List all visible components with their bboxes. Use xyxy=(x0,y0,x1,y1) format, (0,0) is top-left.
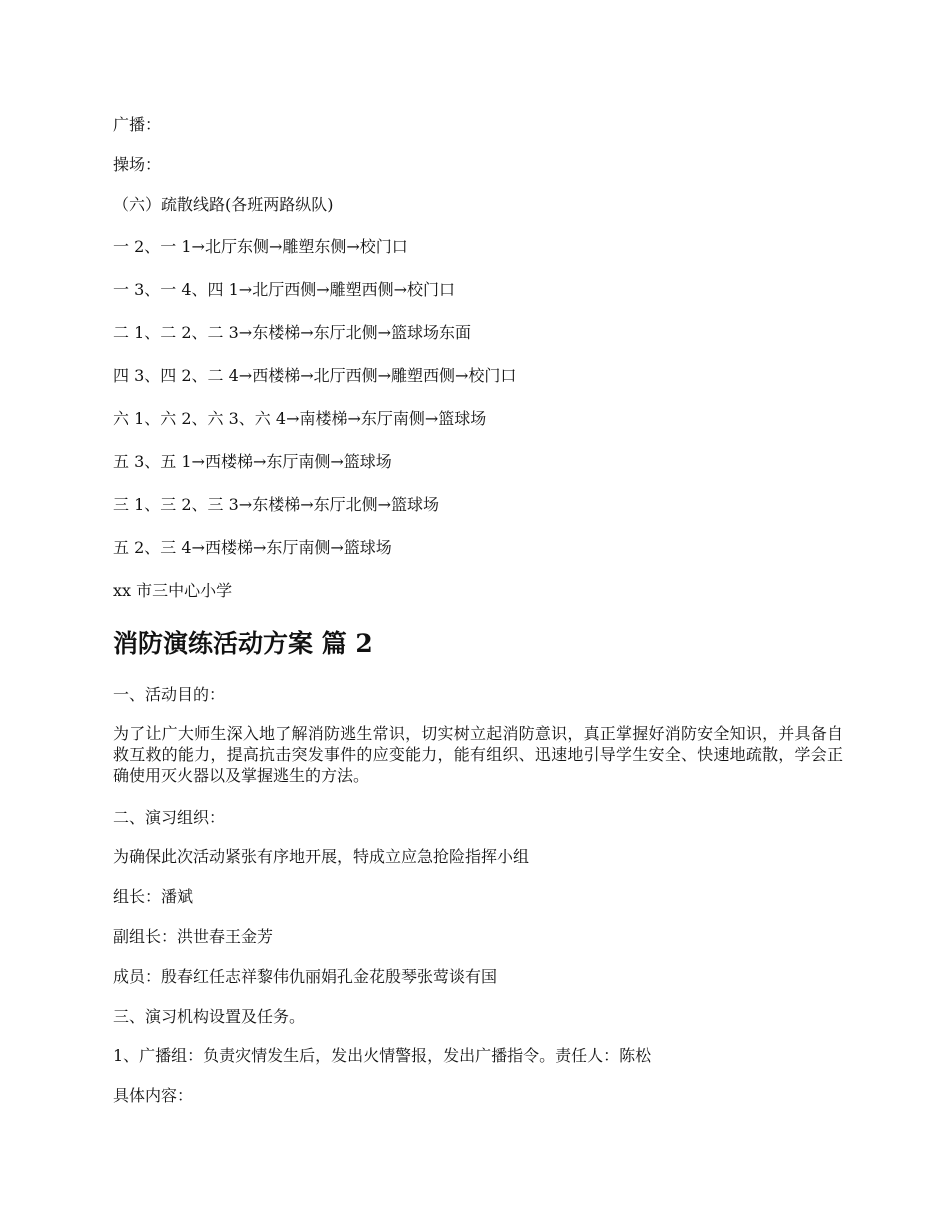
text-paragraph-purpose: 为了让广大师生深入地了解消防逃生常识，切实树立起消防意识，真正掌握好消防安全知识，并具备自救互救的能力，提高抗击突发事件的应变能力，能有组织、迅速地引导学生安全、快速地疏散，学会正确使用灭火器以及掌握逃生的方法。 xyxy=(113,724,843,785)
text-line: 为确保此次活动紧张有序地开展，特成立应急抢险指挥小组 xyxy=(113,847,530,866)
text-line-route: 一 3、一 4、四 1→北厅西侧→雕塑西侧→校门口 xyxy=(113,280,456,299)
text-line-route: 三 1、三 2、三 3→东楼梯→东厅北侧→篮球场 xyxy=(113,495,440,514)
text-line-playground: 操场： xyxy=(113,155,162,174)
text-line-route: 六 1、六 2、六 3、六 4→南楼梯→东厅南侧→篮球场 xyxy=(113,409,487,428)
text-line-deputy-leader: 副组长：洪世春王金芳 xyxy=(113,927,274,946)
section-heading: 消防演练活动方案 篇 2 xyxy=(113,629,373,658)
text-line-leader: 组长：潘斌 xyxy=(113,887,194,906)
text-line-school-name: xx 市三中心小学 xyxy=(113,581,233,600)
text-line-structure-title: 三、演习机构设置及任务。 xyxy=(113,1007,306,1026)
text-line-purpose-title: 一、活动目的： xyxy=(113,685,226,704)
text-line-broadcast: 广播： xyxy=(113,115,162,134)
text-line-route: 二 1、二 2、二 3→东楼梯→东厅北侧→篮球场东面 xyxy=(113,323,472,342)
text-line-details: 具体内容： xyxy=(113,1086,194,1105)
text-line-route: 五 3、五 1→西楼梯→东厅南侧→篮球场 xyxy=(113,452,392,471)
text-line-organization-title: 二、演习组织： xyxy=(113,808,226,827)
text-line-route: 一 2、一 1→北厅东侧→雕塑东侧→校门口 xyxy=(113,237,408,256)
text-line-route: 四 3、四 2、二 4→西楼梯→北厅西侧→雕塑西侧→校门口 xyxy=(113,366,517,385)
text-line-members: 成员：殷春红任志祥黎伟仇丽娟孔金花殷琴张莺谈有国 xyxy=(113,967,498,986)
text-line-evacuation-title: （六）疏散线路(各班两路纵队) xyxy=(113,195,334,214)
text-line-route: 五 2、三 4→西楼梯→东厅南侧→篮球场 xyxy=(113,538,392,557)
text-line-broadcast-group: 1、广播组：负责灾情发生后，发出火情警报，发出广播指令。责任人：陈松 xyxy=(113,1046,652,1065)
